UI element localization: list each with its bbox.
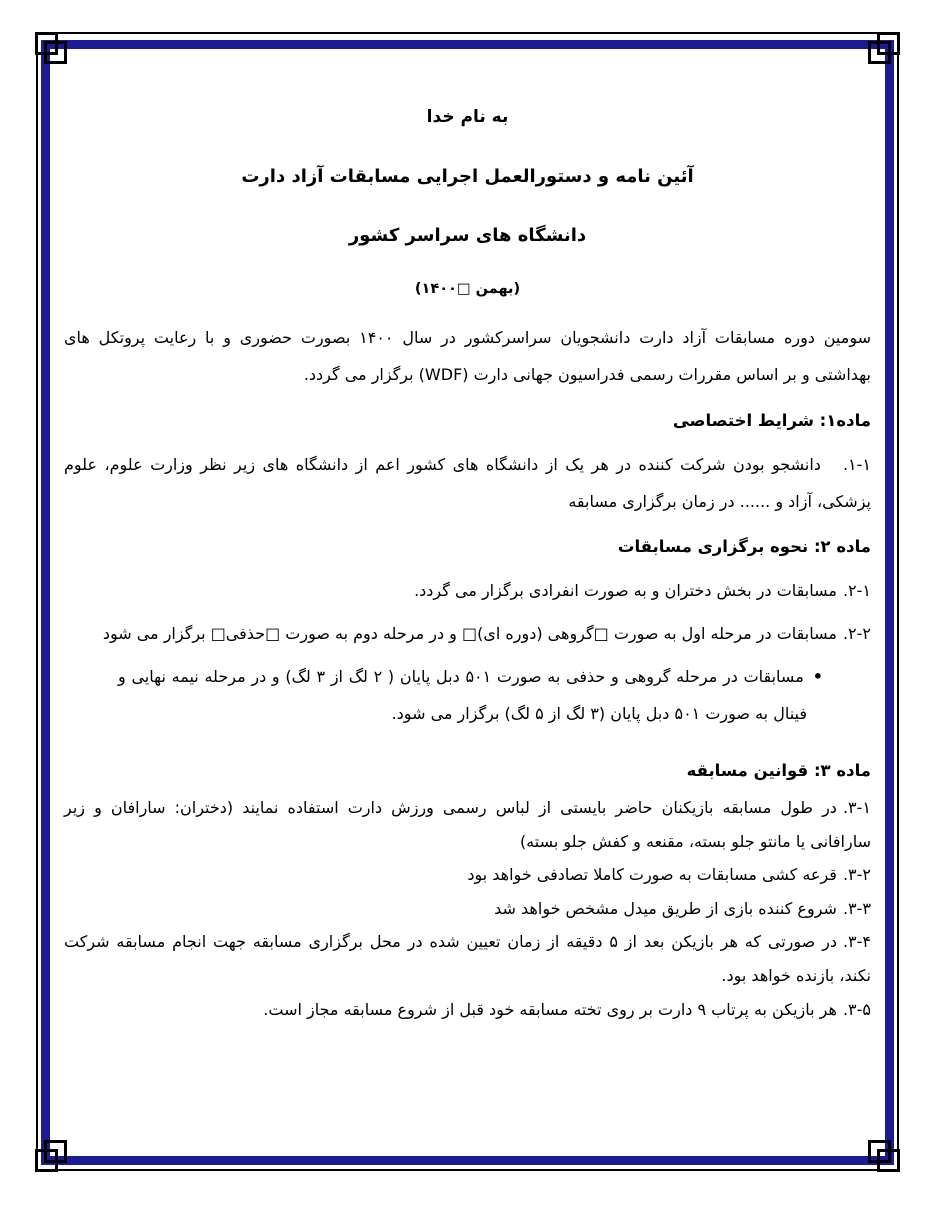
corner-ornament-square: [35, 1149, 58, 1172]
document-title: آئین نامه و دستورالعمل اجرایی مسابقات آزاد دارت: [241, 165, 694, 187]
item-number: ۳-۱.: [842, 798, 871, 818]
item-number: ۳-۳.: [842, 898, 871, 918]
bullet-item: [118, 659, 823, 733]
content-area: [64, 106, 871, 1026]
item-text: مسابقات در مرحله اول به صورت □گروهی (دوره ای)□ و در مرحله دوم به صورت □حذفی□ برگزار می شود: [102, 623, 837, 643]
item-3-2: [64, 858, 871, 892]
item-text: هر بازیکن به پرتاب ۹ دارت بر روی تخته مسابقه خود قبل از شروع مسابقه مجاز است.: [263, 999, 837, 1019]
corner-ornament-square: [868, 1140, 891, 1163]
item-text: در طول مسابقه بازیکنان حاضر بایستی از لباس رسمی ورزش دارت استفاده نمایند (دختران: سارافان و زیر سارافانی یا مانتو جلو بسته، مقنعه و کفش جلو بسته): [64, 798, 871, 851]
item-number: ۳-۵.: [842, 999, 871, 1019]
document-subtitle: دانشگاه های سراسر کشور: [348, 224, 587, 246]
item-text: در صورتی که هر بازیکن بعد از ۵ دقیقه از زمان تعیین شده در محل برگزاری مسابقه جهت انجام مسابقه شرکت نکند، بازنده خواهد بود.: [64, 932, 871, 986]
item-number: ۳-۴.: [842, 932, 872, 952]
section-3-heading: ماده ۳: قوانین مسابقه: [686, 761, 871, 781]
item-2-2: [64, 616, 871, 653]
bismillah-heading: به نام خدا: [426, 107, 509, 127]
item-text: قرعه کشی مسابقات به صورت کاملا تصادفی خواهد بود: [467, 865, 837, 885]
corner-ornament-square: [877, 1149, 900, 1172]
item-3-4: [64, 925, 871, 992]
corner-ornament-square: [877, 32, 900, 55]
item-text: شروع کننده بازی از طریق میدل مشخص خواهد شد: [494, 898, 837, 918]
section-1-heading: ماده۱: شرایط اختصاصی: [672, 411, 871, 431]
item-number: ۲-۱.: [842, 581, 871, 601]
corner-ornament-square: [35, 32, 58, 55]
item-number: ۱-۱.: [842, 454, 871, 474]
bullet-icon: •: [812, 666, 824, 686]
item-number: ۳-۲.: [842, 865, 871, 885]
item-3-1: [64, 791, 871, 858]
item-text: مسابقات در بخش دختران و به صورت انفرادی برگزار می گردد.: [414, 581, 837, 601]
corner-ornament-square: [44, 41, 67, 64]
corner-ornament-square: [868, 41, 891, 64]
item-1-1: [64, 447, 871, 521]
date-heading: (بهمن □۱۴۰۰): [414, 281, 521, 298]
bullet-text: مسابقات در مرحله گروهی و حذفی به صورت ۵۰۱ دبل پایان ( ۲ لگ از ۳ لگ) و در مرحله نیمه نهایی و فینال به صورت ۵۰۱ دبل پایان (۳ لگ از ۵ لگ) برگزار می شود.: [118, 666, 807, 723]
item-3-3: [64, 892, 871, 926]
item-2-1: [64, 573, 871, 610]
item-text: دانشجو بودن شرکت کننده در هر یک از دانشگاه های کشور اعم از دانشگاه های زیر نظر وزارت علوم، علوم پزشکی، آزاد و ...... در زمان برگزاری مسابقه: [64, 454, 871, 511]
item-3-5: [64, 993, 871, 1027]
item-number: ۲-۲.: [842, 623, 871, 643]
corner-ornament-square: [44, 1140, 67, 1163]
intro-paragraph: سومین دوره مسابقات آزاد دارت دانشجویان سراسرکشور در سال ۱۴۰۰ بصورت حضوری و با رعایت پروتکل های بهداشتی و بر اساس مقررات رسمی فدراسیون جهانی دارت (WDF) برگزار می گردد.: [64, 328, 872, 385]
section-2-heading: ماده ۲: نحوه برگزاری مسابقات: [617, 537, 871, 557]
